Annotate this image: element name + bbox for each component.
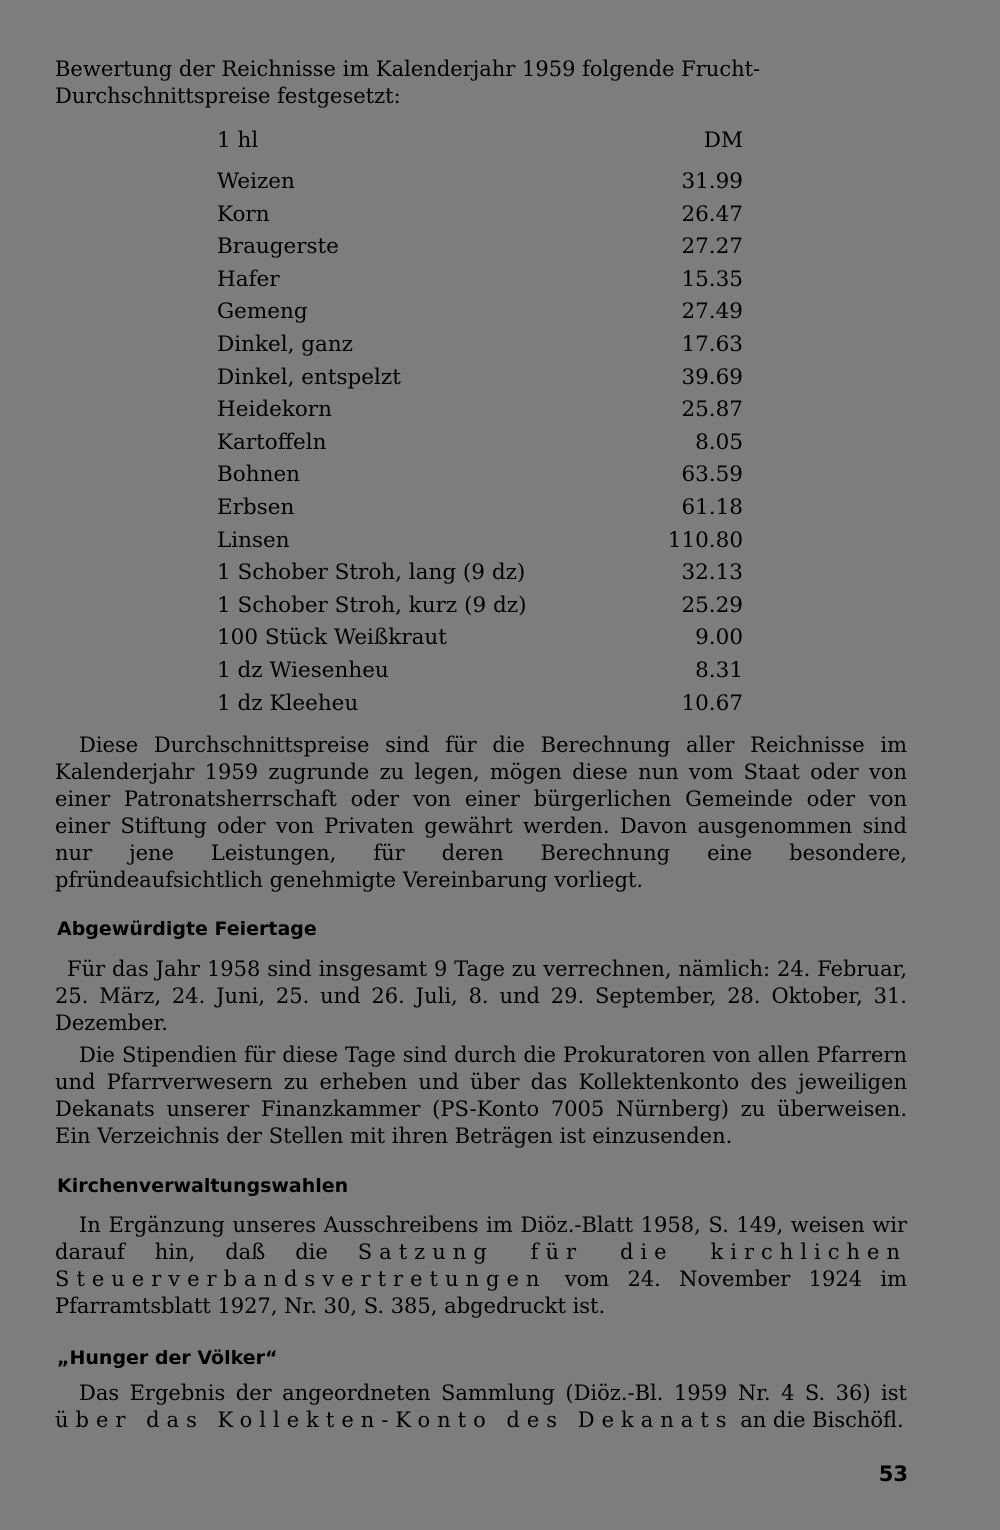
- price-row: [217, 622, 743, 655]
- hunger-text-before: Das Ergebnis der angeordneten Sammlung (Diöz.-Bl. 1959 Nr. 4 S. 36) ist: [79, 1381, 907, 1405]
- price-table-header: [217, 126, 743, 166]
- price-item-name: Korn: [217, 201, 270, 227]
- hunger-paragraph: [55, 1380, 907, 1434]
- price-value: 15.35: [681, 266, 743, 292]
- price-value: 31.99: [681, 169, 743, 194]
- page-number: 53: [878, 1462, 908, 1486]
- price-value: 61.18: [681, 494, 743, 520]
- price-value: 39.69: [681, 364, 743, 390]
- price-row: [217, 492, 743, 525]
- price-item-name: Hafer: [217, 266, 280, 292]
- price-value: 8.05: [695, 429, 743, 455]
- price-row: [217, 231, 743, 264]
- heading-kirchenverwaltungswahlen: Kirchenverwaltungswahlen: [57, 1175, 349, 1197]
- price-row: [217, 264, 743, 297]
- price-value: 32.13: [681, 560, 743, 586]
- price-item-name: Linsen: [217, 527, 290, 553]
- price-item-name: Dinkel, ganz: [217, 331, 354, 357]
- price-item-name: 1 dz Kleeheu: [217, 690, 359, 716]
- currency-column-header: DM: [703, 128, 743, 153]
- hunger-text-after: an die Bischöfl.: [733, 1408, 904, 1432]
- price-value: 110.80: [667, 527, 743, 553]
- price-table-body: [217, 166, 743, 720]
- price-item-name: 1 dz Wiesenheu: [217, 657, 389, 683]
- price-item-name: Kartoffeln: [217, 429, 327, 455]
- price-row: [217, 296, 743, 329]
- price-row: [217, 199, 743, 232]
- price-row: [217, 557, 743, 590]
- price-item-name: Dinkel, entspelzt: [217, 364, 401, 390]
- intro-paragraph: Bewertung der Reichnisse im Kalenderjahr 1959 folgende Frucht-Durchschnittspreise festgesetzt:: [55, 57, 761, 108]
- price-row: [217, 590, 743, 623]
- price-value: 27.27: [681, 234, 743, 260]
- price-item-name: Braugerste: [217, 234, 339, 260]
- durchschnittspreise-paragraph: Diese Durchschnittspreise sind für die Berechnung aller Reichnisse im Kalenderjahr 1959 zugrunde zu legen, mögen diese nun vom Staat oder von einer Patronatsherrschaft oder von einer bürgerlichen Gemeinde oder von einer Stiftung oder von Privaten gewährt werden. Davon ausgenommen sind nur jene Leistungen, für deren Berechnung eine besondere, pfründeaufsichtlich genehmigte Vereinbarung vorliegt.: [55, 733, 907, 892]
- price-value: 10.67: [681, 690, 743, 716]
- price-row: [217, 329, 743, 362]
- price-row: [217, 362, 743, 395]
- heading-abgewuerdigte-feiertage: Abgewürdigte Feiertage: [57, 918, 317, 940]
- unit-column-header: 1 hl: [217, 128, 259, 153]
- price-row: [217, 525, 743, 558]
- price-row: [217, 427, 743, 460]
- price-row: [217, 166, 743, 199]
- price-item-name: 100 Stück Weißkraut: [217, 625, 447, 651]
- heading-hunger-der-voelker: „Hunger der Völker“: [57, 1347, 278, 1369]
- feiertage-paragraph-2: Die Stipendien für diese Tage sind durch die Prokuratoren von allen Pfarrern und Pfarrverwesern zu erheben und über das Kollektenkonto des jeweiligen Dekanats unserer Finanzkammer (PS-Konto 7005 Nürnberg) zu überweisen. Ein Verzeichnis der Stellen mit ihren Beträgen ist einzusenden.: [55, 1043, 907, 1148]
- price-value: 63.59: [681, 462, 743, 488]
- price-value: 17.63: [681, 331, 743, 357]
- price-value: 27.49: [681, 299, 743, 325]
- kirchenverwaltungswahlen-paragraph: [55, 1212, 907, 1320]
- price-item-name: 1 Schober Stroh, lang (9 dz): [217, 560, 526, 586]
- price-value: 9.00: [695, 625, 743, 651]
- price-item-name: Heidekorn: [217, 397, 332, 423]
- price-item-name: Gemeng: [217, 299, 308, 325]
- hunger-spaced-text: über das Kollekten-Konto des Dekanats: [55, 1408, 734, 1432]
- price-row: [217, 394, 743, 427]
- price-value: 26.47: [681, 201, 743, 227]
- wahlen-spaced-text: Satzung für die kirchlichen Steuerverbandsvertretungen: [55, 1240, 907, 1291]
- price-item-name: Weizen: [217, 169, 295, 194]
- price-item-name: Erbsen: [217, 494, 295, 520]
- price-row: [217, 655, 743, 688]
- feiertage-paragraph-1: Für das Jahr 1958 sind insgesamt 9 Tage zu verrechnen, nämlich: 24. Februar, 25. März, 24. Juni, 25. und 26. Juli, 8. und 29. September, 28. Oktober, 31. Dezember.: [55, 957, 907, 1035]
- price-table: [217, 126, 743, 720]
- wahlen-text-before: In Ergänzung unseres Ausschreibens im Diöz.-Blatt 1958, S. 149, weisen wir darauf hin, daß die: [55, 1213, 907, 1264]
- price-item-name: Bohnen: [217, 462, 301, 488]
- price-item-name: 1 Schober Stroh, kurz (9 dz): [217, 592, 527, 618]
- wahlen-text-after: vom 24. November 1924 im Pfarramtsblatt 1927, Nr. 30, S. 385, abgedruckt ist.: [55, 1267, 907, 1318]
- price-value: 25.29: [681, 592, 743, 618]
- price-value: 8.31: [695, 657, 743, 683]
- price-value: 25.87: [681, 397, 743, 423]
- price-row: [217, 688, 743, 721]
- price-row: [217, 459, 743, 492]
